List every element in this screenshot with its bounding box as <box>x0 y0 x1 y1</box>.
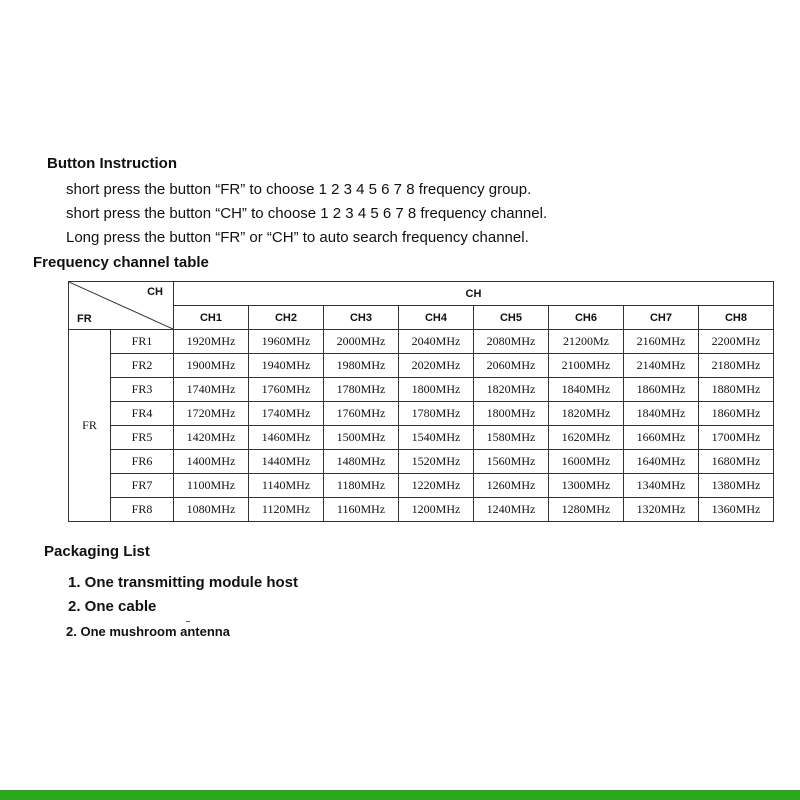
frequency-cell: 1200MHz <box>399 498 474 522</box>
frequency-cell: 2040MHz <box>399 330 474 354</box>
frequency-cell: 1620MHz <box>549 426 624 450</box>
row-label: FR7 <box>111 474 174 498</box>
frequency-cell: 1360MHz <box>699 498 774 522</box>
frequency-cell: 2160MHz <box>624 330 699 354</box>
row-label: FR3 <box>111 378 174 402</box>
frequency-cell: 21200Mz <box>549 330 624 354</box>
row-label: FR2 <box>111 354 174 378</box>
frequency-cell: 1500MHz <box>324 426 399 450</box>
table-row <box>69 498 774 522</box>
frequency-cell: 2080MHz <box>474 330 549 354</box>
corner-fr-label: FR <box>77 313 92 325</box>
frequency-cell: 1940MHz <box>249 354 324 378</box>
table-row <box>69 474 774 498</box>
frequency-cell: 2180MHz <box>699 354 774 378</box>
row-label: FR5 <box>111 426 174 450</box>
frequency-cell: 1220MHz <box>399 474 474 498</box>
frequency-cell: 1740MHz <box>174 378 249 402</box>
frequency-cell: 1580MHz <box>474 426 549 450</box>
frequency-cell: 1840MHz <box>549 378 624 402</box>
frequency-cell: 1920MHz <box>174 330 249 354</box>
frequency-cell: 1960MHz <box>249 330 324 354</box>
frequency-cell: 2200MHz <box>699 330 774 354</box>
frequency-cell: 1640MHz <box>624 450 699 474</box>
frequency-cell: 1760MHz <box>324 402 399 426</box>
frequency-cell: 2000MHz <box>324 330 399 354</box>
table-row <box>69 354 774 378</box>
frequency-cell: 1820MHz <box>549 402 624 426</box>
row-label: FR4 <box>111 402 174 426</box>
frequency-cell: 1880MHz <box>699 378 774 402</box>
frequency-cell: 1600MHz <box>549 450 624 474</box>
column-header: CH7 <box>624 306 699 330</box>
frequency-cell: 1840MHz <box>624 402 699 426</box>
frequency-cell: 1440MHz <box>249 450 324 474</box>
frequency-cell: 1460MHz <box>249 426 324 450</box>
frequency-cell: 1860MHz <box>624 378 699 402</box>
table-row <box>69 402 774 426</box>
frequency-cell: 1980MHz <box>324 354 399 378</box>
column-header: CH1 <box>174 306 249 330</box>
frequency-group-header: FR <box>69 330 111 522</box>
instruction-line: short press the button “FR” to choose 1 2 3 4 5 6 7 8 frequency group. <box>66 181 532 198</box>
frequency-cell: 2020MHz <box>399 354 474 378</box>
column-header: CH5 <box>474 306 549 330</box>
frequency-cell: 1800MHz <box>399 378 474 402</box>
frequency-cell: 1140MHz <box>249 474 324 498</box>
button-instruction-title: Button Instruction <box>47 155 177 172</box>
frequency-cell: 1700MHz <box>699 426 774 450</box>
frequency-cell: 2140MHz <box>624 354 699 378</box>
corner-diagonal-cell <box>69 282 174 330</box>
row-label: FR1 <box>111 330 174 354</box>
frequency-cell: 1260MHz <box>474 474 549 498</box>
packaging-list-title: Packaging List <box>44 543 150 560</box>
frequency-cell: 1720MHz <box>174 402 249 426</box>
frequency-cell: 1780MHz <box>324 378 399 402</box>
frequency-cell: 1540MHz <box>399 426 474 450</box>
channel-group-header: CH <box>174 282 774 306</box>
column-header: CH2 <box>249 306 324 330</box>
packaging-item: 2. One mushroom antenna <box>66 624 230 639</box>
frequency-cell: 1300MHz <box>549 474 624 498</box>
row-label: FR6 <box>111 450 174 474</box>
frequency-cell: 1480MHz <box>324 450 399 474</box>
footer-bar <box>0 790 800 800</box>
frequency-cell: 1320MHz <box>624 498 699 522</box>
frequency-cell: 1120MHz <box>249 498 324 522</box>
frequency-cell: 1280MHz <box>549 498 624 522</box>
frequency-cell: 2060MHz <box>474 354 549 378</box>
frequency-cell: 1080MHz <box>174 498 249 522</box>
frequency-cell: 1740MHz <box>249 402 324 426</box>
column-header: CH6 <box>549 306 624 330</box>
frequency-cell: 1160MHz <box>324 498 399 522</box>
table-row <box>69 330 774 354</box>
frequency-cell: 2100MHz <box>549 354 624 378</box>
stray-mark <box>186 621 190 622</box>
frequency-cell: 1100MHz <box>174 474 249 498</box>
frequency-cell: 1240MHz <box>474 498 549 522</box>
packaging-item: 2. One cable <box>68 598 157 615</box>
instruction-line: short press the button “CH” to choose 1 2 3 4 5 6 7 8 frequency channel. <box>66 205 548 222</box>
frequency-cell: 1900MHz <box>174 354 249 378</box>
packaging-item: 1. One transmitting module host <box>68 574 299 591</box>
frequency-cell: 1800MHz <box>474 402 549 426</box>
column-header: CH3 <box>324 306 399 330</box>
table-row <box>69 450 774 474</box>
frequency-cell: 1660MHz <box>624 426 699 450</box>
frequency-cell: 1520MHz <box>399 450 474 474</box>
column-header: CH4 <box>399 306 474 330</box>
row-label: FR8 <box>111 498 174 522</box>
frequency-cell: 1340MHz <box>624 474 699 498</box>
frequency-table <box>68 281 774 522</box>
frequency-cell: 1680MHz <box>699 450 774 474</box>
frequency-cell: 1380MHz <box>699 474 774 498</box>
frequency-table-title: Frequency channel table <box>33 254 209 271</box>
table-row <box>69 426 774 450</box>
frequency-cell: 1560MHz <box>474 450 549 474</box>
frequency-cell: 1400MHz <box>174 450 249 474</box>
instruction-line: Long press the button “FR” or “CH” to auto search frequency channel. <box>66 229 529 246</box>
table-row <box>69 378 774 402</box>
frequency-cell: 1820MHz <box>474 378 549 402</box>
frequency-cell: 1760MHz <box>249 378 324 402</box>
corner-ch-label: CH <box>147 286 163 298</box>
frequency-cell: 1780MHz <box>399 402 474 426</box>
frequency-cell: 1860MHz <box>699 402 774 426</box>
frequency-cell: 1420MHz <box>174 426 249 450</box>
column-header: CH8 <box>699 306 774 330</box>
frequency-cell: 1180MHz <box>324 474 399 498</box>
